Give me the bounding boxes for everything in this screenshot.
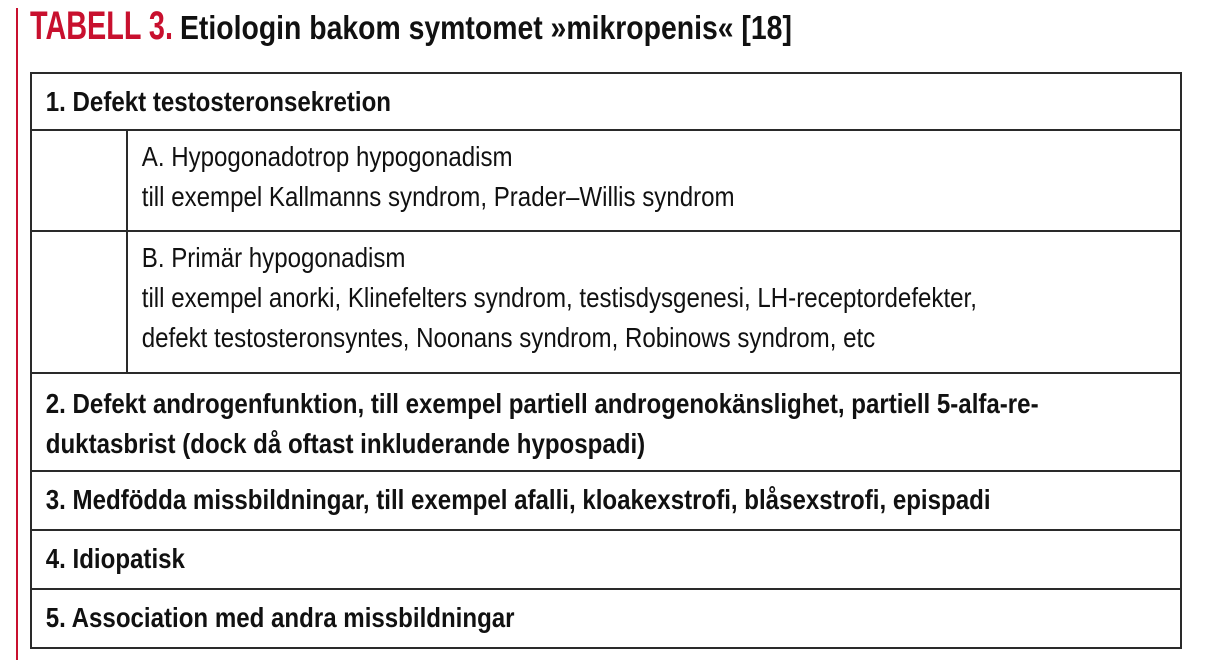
row-2-line-1: 2. Defekt androgenfunktion, till exempel partiell androgenokänslighet, partiell 5-alfa-re- — [45, 388, 1039, 419]
table-row-2 — [32, 372, 1180, 470]
sub-b-title: B. Primär hypogonadism — [141, 242, 406, 273]
table-row-sub-b — [32, 230, 1180, 372]
sub-a-line-1: till exempel Kallmanns syndrom, Prader–Willis syndrom — [141, 181, 735, 212]
accent-rule — [16, 8, 18, 660]
table-row-4 — [32, 529, 1180, 588]
table-row — [32, 74, 1180, 129]
table-heading — [30, 4, 892, 60]
etiology-table — [30, 72, 1182, 649]
indent-cell — [32, 232, 128, 372]
row-3-label: 3. Medfödda missbildningar, till exempel afalli, kloakexstrofi, blåsexstrofi, epispadi — [45, 484, 991, 515]
table-title: Etiologin bakom symtomet »mikropenis« [18] — [180, 9, 792, 46]
row-2-line-2: duktasbrist (dock då oftast inkluderande hypospadi) — [45, 428, 646, 459]
row-4-label: 4. Idiopatisk — [45, 543, 185, 574]
sub-a-content — [128, 131, 1180, 230]
table-row-sub-a — [32, 129, 1180, 230]
sub-a-title: A. Hypogonadotrop hypogonadism — [141, 141, 513, 172]
table-number: TABELL 3. — [30, 4, 173, 48]
row-5-label: 5. Association med andra missbildningar — [45, 602, 515, 633]
sub-b-line-1: till exempel anorki, Klinefelters syndrom, testisdysgenesi, LH-receptordefekter, — [141, 282, 977, 313]
indent-cell — [32, 131, 128, 230]
table-row-3 — [32, 470, 1180, 529]
sub-b-content — [128, 232, 1180, 372]
table-row-5 — [32, 588, 1180, 647]
sub-b-line-2: defekt testosteronsyntes, Noonans syndrom, Robinows syndrom, etc — [141, 322, 876, 353]
row-1-label: 1. Defekt testosteronsekretion — [45, 86, 392, 117]
